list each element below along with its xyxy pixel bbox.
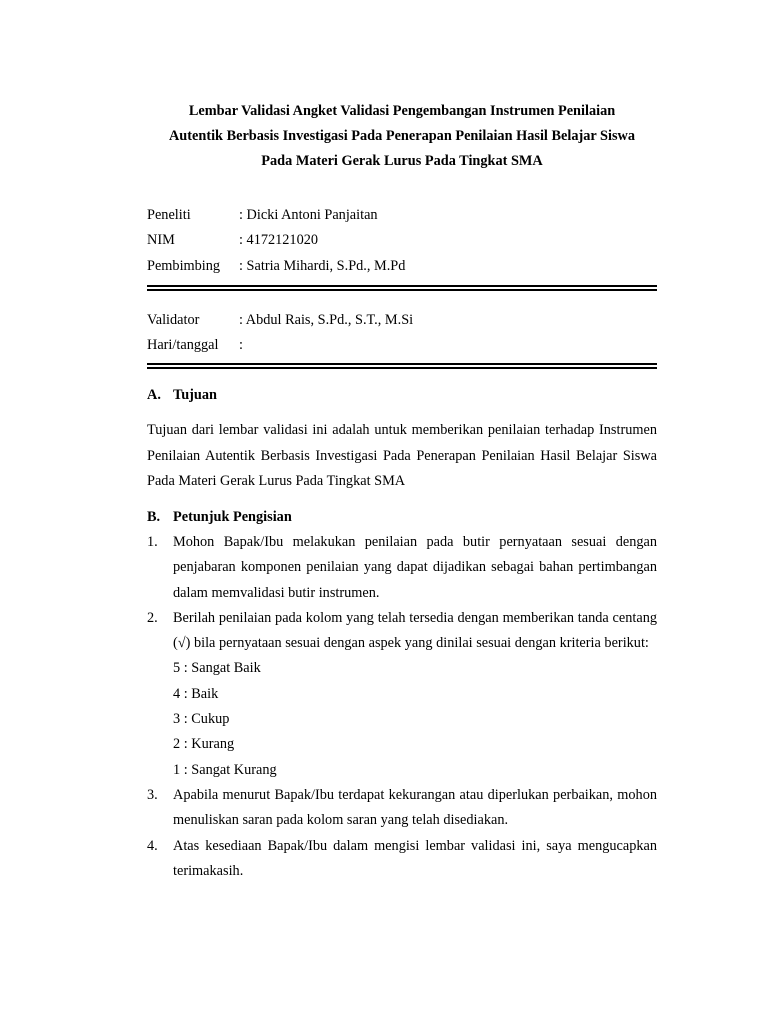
section-a [147,383,657,495]
section-paragraph: Tujuan dari lembar validasi ini adalah untuk memberikan penilaian terhadap Instrumen Penilaian Autentik Berbasis Investigasi Pada Penerapan Penilaian Hasil Belajar Siswa Pada Materi Gerak Lurus Pada Tingkat SMA [147,422,657,490]
list-body [173,606,657,783]
document-title [147,99,657,174]
section-heading [147,505,657,530]
document-page [147,99,657,884]
criteria-item: 3 : Cukup [173,711,230,728]
criteria-item: 5 : Sangat Baik [173,660,261,677]
info-value: : [239,337,243,354]
info-row-date [147,333,657,358]
list-item [147,834,657,885]
list-text: Mohon Bapak/Ibu melakukan penilaian pada butir pernyataan sesuai dengan penjabaran komponen penilaian yang dapat dijadikan sebagai bahan pertimbangan dalam memvalidasi butir instrumen. [173,533,657,601]
list-number: 4. [147,837,158,854]
info-label: NIM [147,232,175,249]
info-label: Pembimbing [147,257,221,274]
info-label: Peneliti [147,207,191,223]
divider [147,363,657,369]
criteria-item: 1 : Sangat Kurang [173,761,277,778]
info-value: : Satria Mihardi, S.Pd., M.Pd [239,257,406,274]
title-line-1: Lembar Validasi Angket Validasi Pengembangan Instrumen Penilaian [188,103,616,119]
criteria-item: 2 : Kurang [173,736,235,753]
list-item [147,783,657,834]
list-text: Atas kesediaan Bapak/Ibu dalam mengisi lembar validasi ini, saya mengucapkan terimakasih. [173,837,657,879]
list-number: 1. [147,533,158,550]
divider [147,285,657,291]
list-text: Apabila menurut Bapak/Ibu terdapat kekurangan atau diperlukan perbaikan, mohon menuliskan saran pada kolom saran yang telah disediakan. [173,786,657,829]
list-number: 2. [147,609,158,626]
criteria-item: 4 : Baik [173,685,219,702]
info-value: : Dicki Antoni Panjaitan [239,207,378,223]
list-number: 3. [147,786,158,803]
info-row-validator [147,308,657,333]
section-marker: B. [147,508,161,525]
section-title: Petunjuk Pengisian [173,508,292,525]
section-marker: A. [147,387,161,404]
section-title: Tujuan [173,387,217,404]
list-text: Berilah penilaian pada kolom yang telah tersedia dengan memberikan tanda centang (√) bila pernyataan sesuai dengan aspek yang dinilai sesuai dengan kriteria berikut: [173,609,657,652]
list-item [147,530,657,606]
info-value: : Abdul Rais, S.Pd., S.T., M.Si [239,311,414,328]
title-line-2: Autentik Berbasis Investigasi Pada Penerapan Penilaian Hasil Belajar Siswa [168,128,635,144]
info-label: Hari/tanggal [147,337,219,354]
section-b [147,505,657,884]
title-line-3: Pada Materi Gerak Lurus Pada Tingkat SMA [261,153,543,169]
instruction-list [147,530,657,884]
validator-info [147,308,657,359]
info-label: Validator [147,311,200,328]
list-item [147,606,657,783]
info-row-peneliti [147,203,657,228]
section-heading [147,383,657,408]
info-value: : 4172121020 [239,232,319,249]
info-row-pembimbing [147,254,657,279]
info-row-nim [147,228,657,253]
researcher-info [147,203,657,279]
